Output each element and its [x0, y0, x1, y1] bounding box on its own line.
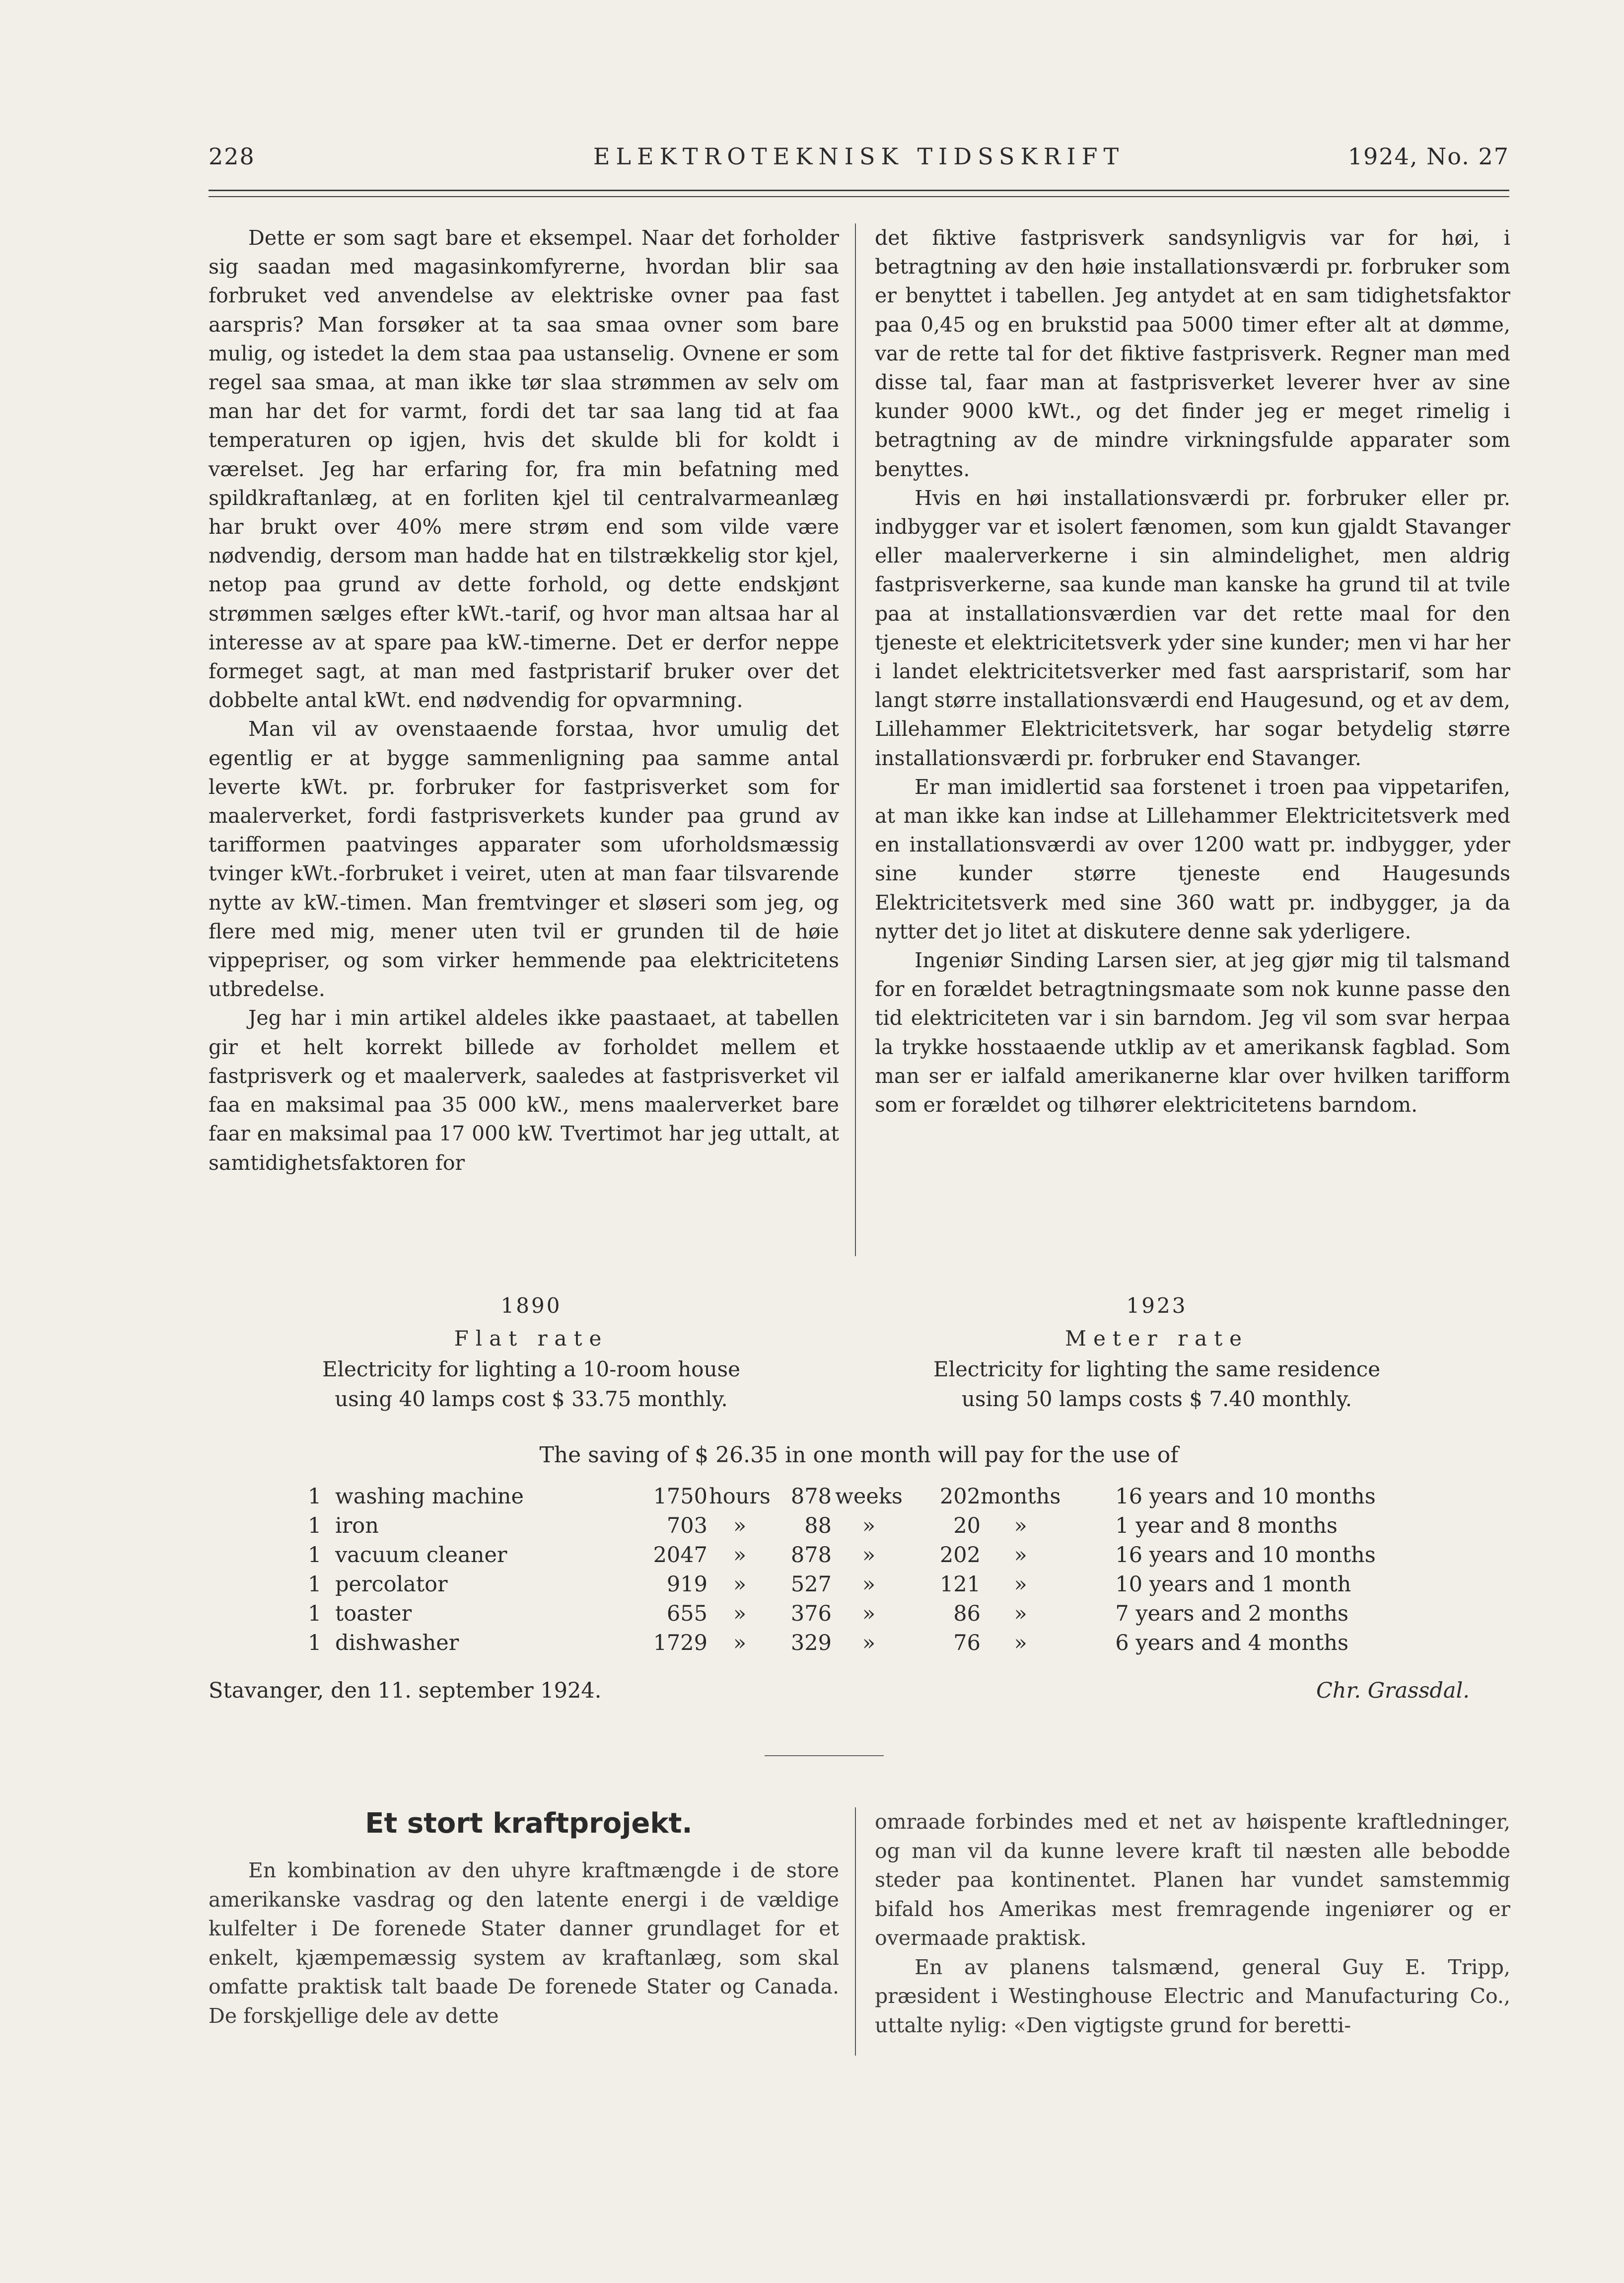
table-cell-years: 1 year and 8 months [1115, 1513, 1338, 1538]
table-cell-weeks-unit: » [862, 1572, 876, 1597]
rate-text: Electricity for lighting a 10-room house [322, 1357, 741, 1381]
column-divider [855, 223, 856, 1256]
table-cell-n: 1 [308, 1631, 322, 1655]
table-cell-months: 202 [939, 1543, 981, 1568]
table-cell-weeks-unit: » [862, 1543, 876, 1568]
table-row [308, 1570, 1376, 1599]
table-row [308, 1541, 1376, 1570]
paragraph: Man vil av ovenstaaende forstaa, hvor umulig det egentlig er at bygge sammenligning paa samme antal leverte kWt. pr. forbruker for fastprisverket som for maalerverket, fordi fastprisverkets kunder paa grund av tarifformen paatvinges apparater som uforholdsmæssig tvinger kWt.-forbruket i veiret, uten at man faar tilsvarende nytte av kW.-timen. Man fremtvinger et sløseri som jeg, og flere med mig, mener uten tvil er grunden til de høie vippepriser, og som virker hemmende paa elektricitetens utbredelse. [209, 717, 839, 1001]
table-cell-months: 202 [939, 1484, 981, 1509]
page-number: 228 [209, 143, 255, 170]
meter-rate-block [884, 1291, 1430, 1414]
table-cell-hours-unit: hours [709, 1484, 771, 1509]
table-cell-weeks-unit: » [862, 1631, 876, 1655]
paragraph: En kombination av den uhyre kraftmængde i de store amerikanske vasdrag og den latente energi i de vældige kulfelter i De forenede Stater danner grundlaget for et enkelt, kjæmpemæssig system av kraftanlæg, som skal omfatte praktisk talt baade De forenede Stater og Canada. De forskjellige dele av dette [209, 1858, 839, 2028]
flat-rate-block [308, 1291, 755, 1414]
article2-left-column [209, 1856, 839, 2030]
table-row [308, 1511, 1376, 1541]
year-label: 1923 [1126, 1293, 1188, 1318]
section-rule [765, 1755, 884, 1756]
table-cell-weeks: 88 [804, 1513, 832, 1538]
article2-right-column [875, 1807, 1510, 2040]
table-cell-hours-unit: » [733, 1543, 747, 1568]
year-label: 1890 [500, 1293, 562, 1318]
table-cell-weeks: 329 [790, 1631, 832, 1655]
table-cell-months-unit: » [1014, 1543, 1027, 1568]
table-row [308, 1629, 1376, 1658]
table-cell-hours-unit: » [733, 1631, 747, 1655]
table-cell-hours-unit: » [733, 1572, 747, 1597]
table-cell-hours: 1729 [653, 1631, 707, 1655]
table-cell-years: 10 years and 1 month [1115, 1572, 1351, 1597]
running-head [209, 143, 1509, 178]
table-cell-hours: 2047 [653, 1543, 707, 1568]
table-cell-weeks: 878 [790, 1484, 832, 1509]
paragraph: Er man imidlertid saa forstenet i troen paa vippetarifen, at man ikke kan indse at Lillehammer Elektricitetsverk med en installationsværdi av over 1200 watt pr. indbygger, yder sine kunder større tjeneste end Haugesunds Elektricitetsverk med sine 360 watt pr. indbygger, ja da nytter det jo litet at diskutere denne sak yderligere. [875, 775, 1510, 943]
table-cell-item: dishwasher [335, 1631, 459, 1655]
table-cell-hours: 1750 [653, 1484, 707, 1509]
paragraph: omraade forbindes med et net av høispente kraftledninger, og man vil da kunne levere kraft til næsten alle bebodde steder paa kontinentet. Planen har vundet samstemmig bifald hos Amerikas mest fremragende ingeniører og er overmaade praktisk. [875, 1810, 1510, 1950]
table-cell-months: 86 [953, 1601, 981, 1626]
table-cell-item: iron [335, 1513, 379, 1538]
table-cell-weeks-unit: » [862, 1513, 876, 1538]
table-cell-years: 16 years and 10 months [1115, 1484, 1376, 1509]
paragraph: Ingeniør Sinding Larsen sier, at jeg gjør mig til talsmand for en forældet betragtningsmaate som nok kunne passe den tid elektriciteten var i sin barndom. Jeg vil som svar herpaa la trykke hosstaaende utklip av et amerikansk fagblad. Som man ser er ialfald amerikanerne klar over hvilken tarifform som er forældet og tilhører elektricitetens barndom. [875, 948, 1510, 1117]
table-cell-months: 76 [953, 1631, 981, 1655]
signature-name: Chr. Grassdal. [1316, 1678, 1470, 1703]
journal-title: ELEKTROTEKNISK TIDSSKRIFT [593, 143, 1125, 170]
table-cell-hours: 919 [666, 1572, 707, 1597]
table-cell-months-unit: » [1014, 1513, 1027, 1538]
table-cell-hours: 655 [666, 1601, 707, 1626]
table-cell-months: 121 [939, 1572, 981, 1597]
saving-line: The saving of $ 26.35 in one month will pay for the use of [539, 1442, 1179, 1468]
table-cell-n: 1 [308, 1484, 322, 1509]
article-right-column [875, 223, 1510, 1119]
table-cell-weeks-unit: » [862, 1601, 876, 1626]
table-cell-months-unit: » [1014, 1572, 1027, 1597]
table-cell-item: vacuum cleaner [335, 1543, 507, 1568]
table-cell-years: 7 years and 2 months [1115, 1601, 1349, 1626]
table-cell-item: percolator [335, 1572, 448, 1597]
table-row [308, 1599, 1376, 1629]
paragraph: Hvis en høi installationsværdi pr. forbruker eller pr. indbygger var et isolert fænomen, som kun gjaldt Stavanger eller maalerverkerne i sin almindelighet, men aldrig fastprisverkerne, saa kunde man kanske ha grund til at tvile paa at installationsværdien var det rette maal for den tjeneste et elektricitetsverk yder sine kunder; men vi har her i landet elektricitetsverker med fast aarspristarif, som har langt større installationsværdi end Haugesund, og et av dem, Lillehammer Elektricitetsverk, har sogar betydelig større installationsværdi pr. forbruker end Stavanger. [875, 486, 1510, 770]
table-cell-years: 6 years and 4 months [1115, 1631, 1349, 1655]
table-cell-months-unit: months [981, 1484, 1061, 1509]
table-cell-months-unit: » [1014, 1601, 1027, 1626]
issue-label: 1924, No. 27 [1347, 143, 1509, 170]
article2-title: Et stort kraftprojekt. [365, 1807, 693, 1840]
paragraph: Dette er som sagt bare et eksempel. Naar det forholder sig saadan med magasinkomfyrerne, hvordan blir saa forbruket ved anvendelse av elektriske ovner paa fast aarspris? Man forsøker at ta saa smaa ovner som bare mulig, og istedet la dem staa paa ustanselig. Ovnene er som regel saa smaa, at man ikke tør slaa strømmen av selv om man har det for varmt, fordi det tar saa lang tid at faa temperaturen op igjen, hvis det skulde bli for koldt i værelset. Jeg har erfaring for, fra min befatning med spildkraftanlæg, at en forliten kjel til centralvarmeanlæg har brukt over 40% mere strøm end som vilde være nødvendig, dersom man hadde hat en tilstrækkelig stor kjel, netop paa grund av dette forhold, og dette endskjønt strømmen sælges efter kWt.-tarif, og hvor man altsaa har al interesse av at spare paa kW.-timerne. Det er derfor neppe formeget sagt, at man med fastpristarif bruker over det dobbelte antal kWt. end nødvendig for opvarmning. [209, 226, 839, 713]
appliance-table [308, 1482, 1376, 1658]
table-cell-months-unit: » [1014, 1631, 1027, 1655]
table-cell-item: washing machine [335, 1484, 524, 1509]
table-cell-hours-unit: » [733, 1601, 747, 1626]
table-cell-hours-unit: » [733, 1513, 747, 1538]
table-cell-n: 1 [308, 1513, 322, 1538]
table-cell-weeks-unit: weeks [835, 1484, 903, 1509]
table-cell-item: toaster [335, 1601, 412, 1626]
rate-kind: Flat rate [454, 1326, 609, 1351]
header-rule [209, 190, 1509, 197]
table-cell-hours: 703 [666, 1513, 707, 1538]
table-cell-weeks: 878 [790, 1543, 832, 1568]
table-cell-n: 1 [308, 1601, 322, 1626]
rate-text: Electricity for lighting the same residence [933, 1357, 1381, 1381]
table-cell-n: 1 [308, 1572, 322, 1597]
rate-kind: Meter rate [1065, 1326, 1249, 1351]
paragraph: En av planens talsmænd, general Guy E. Tripp, præsident i Westinghouse Electric and Manufacturing Co., uttalte nylig: «Den vigtigste grund for beretti- [875, 1955, 1510, 2037]
table-cell-weeks: 376 [790, 1601, 832, 1626]
table-cell-n: 1 [308, 1543, 322, 1568]
article-left-column [209, 223, 839, 1177]
rate-text: using 40 lamps cost $ 33.75 monthly. [335, 1387, 728, 1411]
table-row [308, 1482, 1376, 1511]
table-cell-months: 20 [953, 1513, 981, 1538]
paragraph: Jeg har i min artikel aldeles ikke paastaaet, at tabellen gir et helt korrekt billede av forholdet mellem et fastprisverk og et maalerverk, saaledes at fastprisverket vil faa en maksimal paa 35 000 kW., mens maalerverket bare faar en maksimal paa 17 000 kW. Tvertimot har jeg uttalt, at samtidighetsfaktoren for [209, 1006, 839, 1175]
column-divider [855, 1807, 856, 2056]
signature-place: Stavanger, den 11. september 1924. [209, 1678, 602, 1703]
rate-text: using 50 lamps costs $ 7.40 monthly. [961, 1387, 1352, 1411]
paragraph: det fiktive fastprisverk sandsynligvis var for høi, i betragtning av den høie installationsværdi pr. forbruker som er benyttet i tabellen. Jeg antydet at en sam tidighetsfaktor paa 0,45 og en brukstid paa 5000 timer efter alt at dømme, var de rette tal for det fiktive fastprisverk. Regner man med disse tal, faar man at fastprisverket leverer hver av sine kunder 9000 kWt., og det finder jeg er meget rimelig i betragtning av de mindre virkningsfulde apparater som benyttes. [875, 226, 1510, 481]
table-cell-years: 16 years and 10 months [1115, 1543, 1376, 1568]
table-cell-weeks: 527 [790, 1572, 832, 1597]
